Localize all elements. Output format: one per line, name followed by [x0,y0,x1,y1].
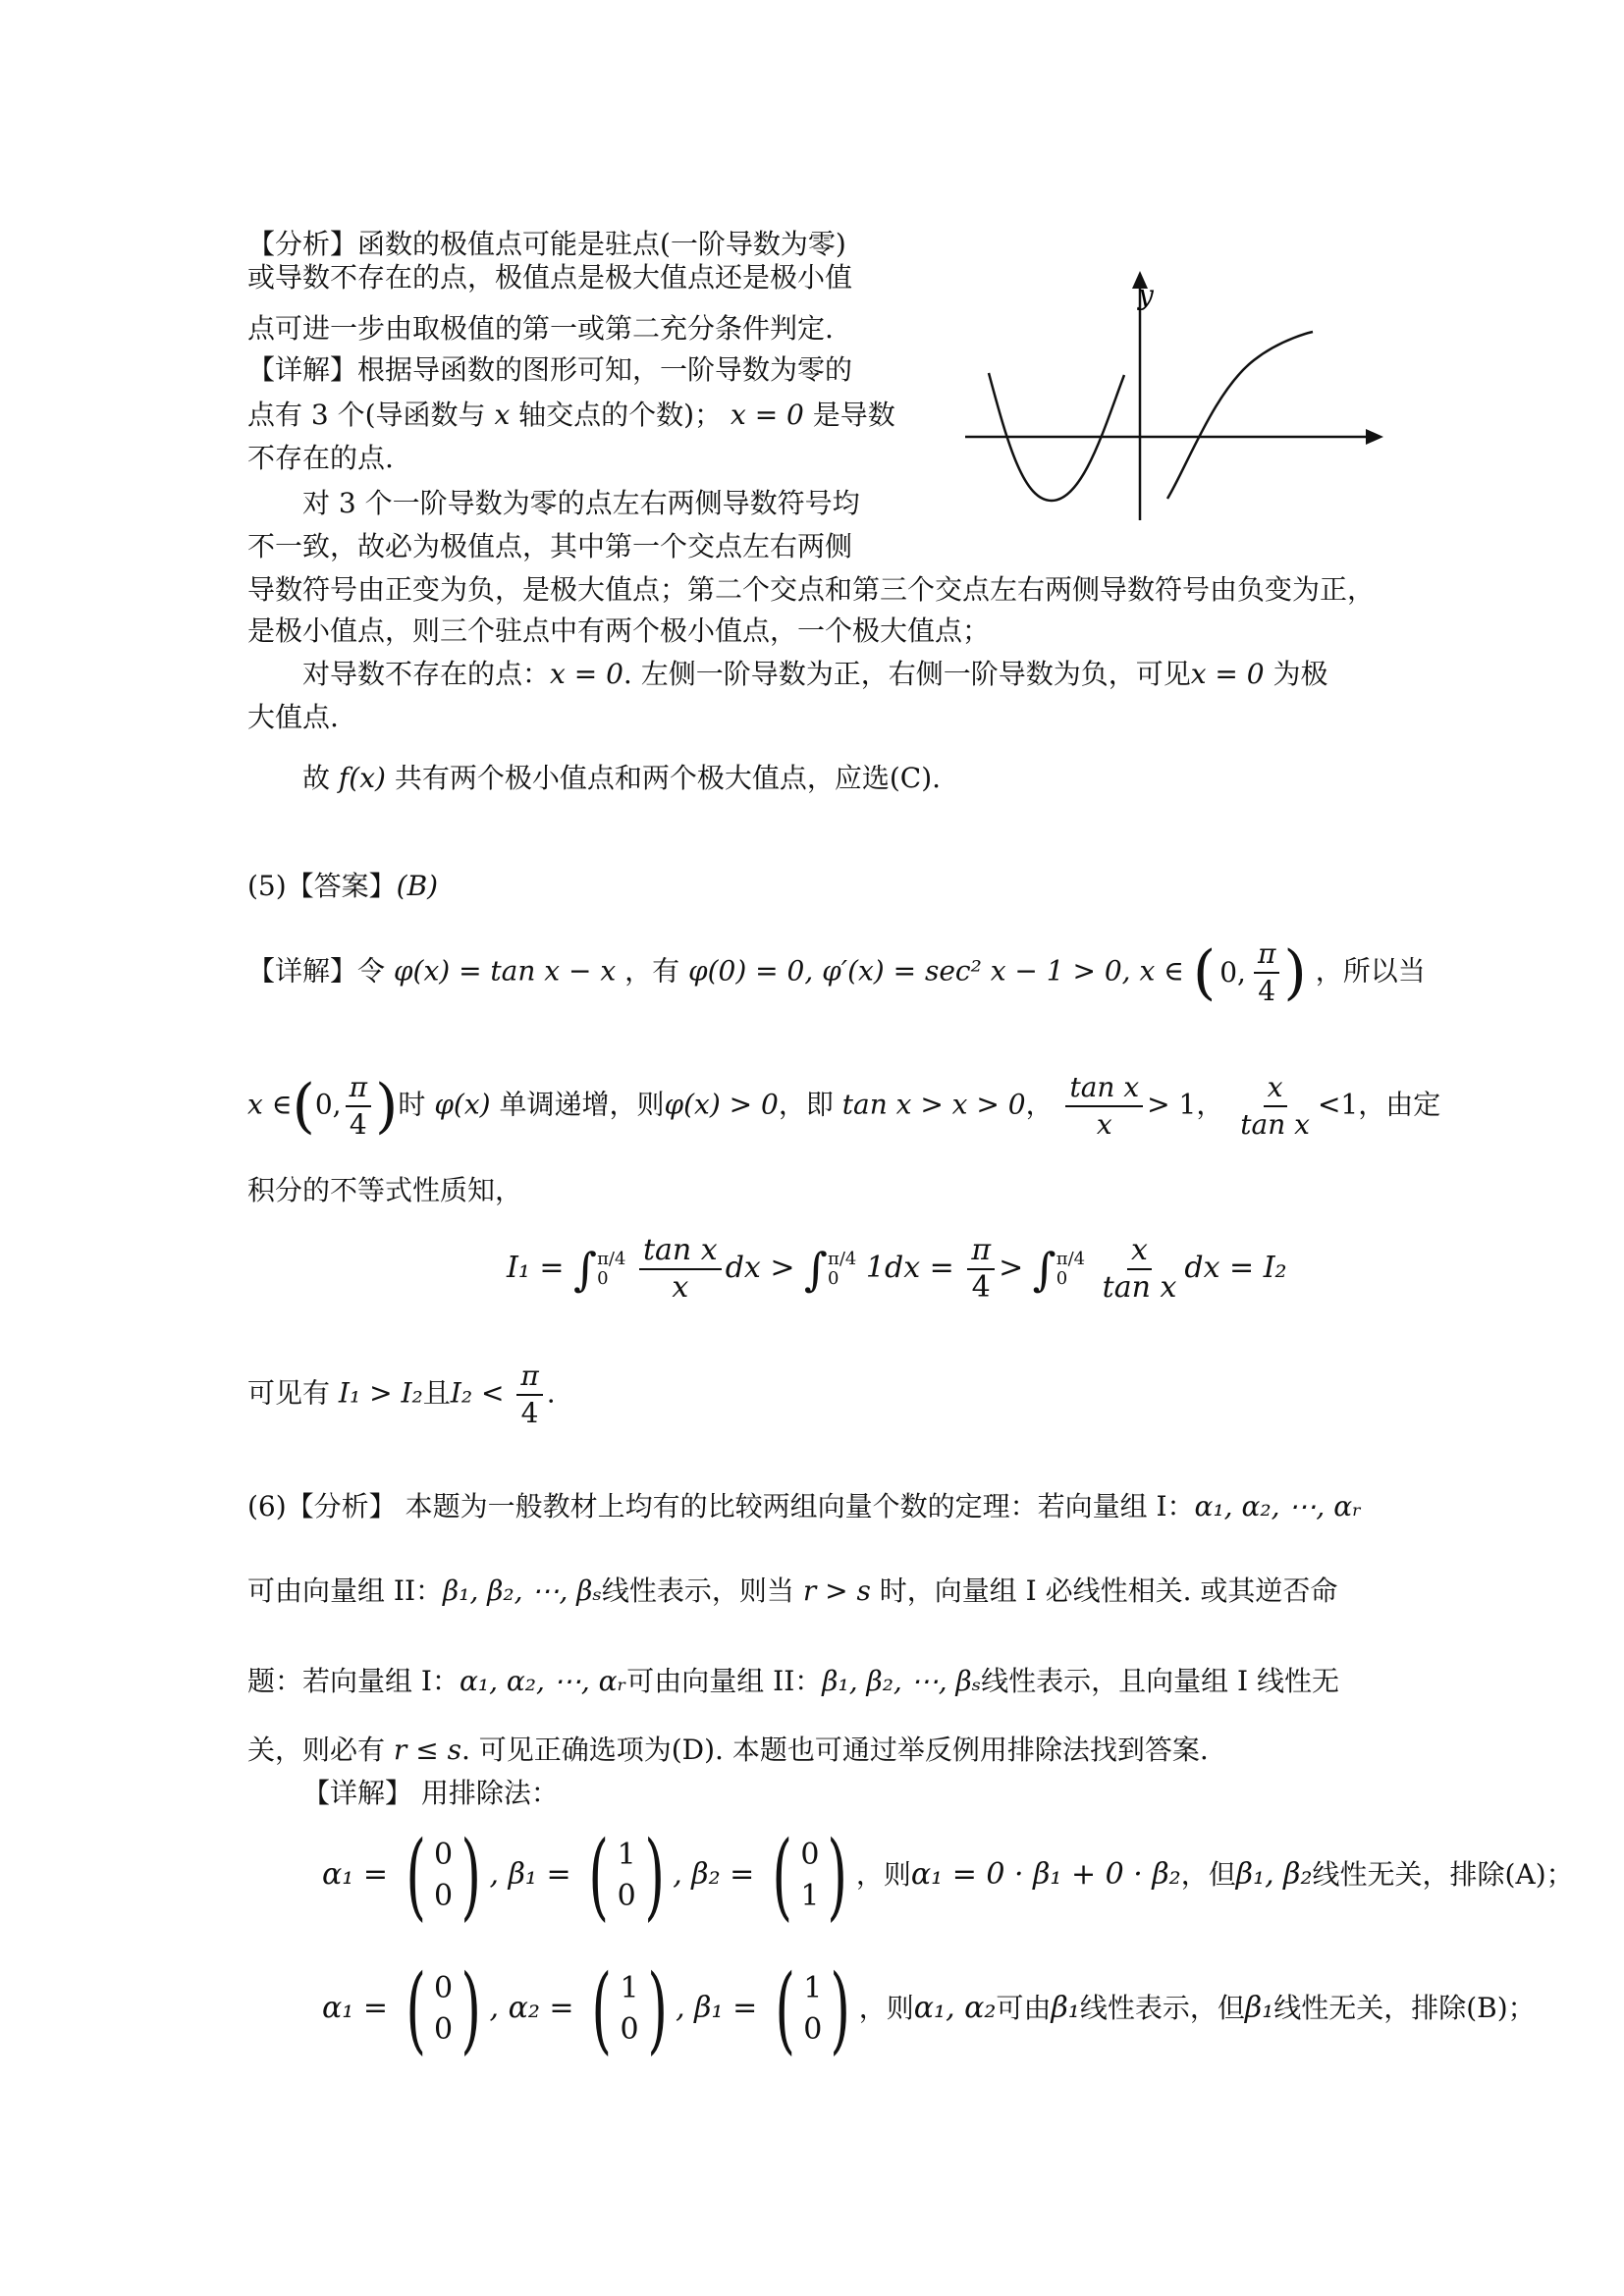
p5-detail-line-2: x ∈(0, $\frac{\pi}{4}$ )时 φ(x) 单调递增，则φ(x) > 0，即 tan x > x > 0， $\frac{\text{tan x}}{x}$ > 1， $\frac{x}{\text{tan x}}$ <1，由定 [247,1071,1441,1141]
answer-5: (5)【答案】(B) [247,870,439,902]
conclusion-line: 故 f(x) 共有两个极小值点和两个极大值点，应选(C). [302,762,942,794]
detail-line-6: 导数符号由正变为负，是极大值点；第二个交点和第三个交点左右两侧导数符号由负变为正， [247,573,1376,606]
detail-line-1: 【详解】根据导函数的图形可知，一阶导数为零的 [247,353,853,386]
p6-example-1: α₁ = ( 0 0 ) , β₁ = ( 1 0 ) , β₂ = ( 0 1 ) ，则α₁ = 0 · β₁ + 0 · β₂，但β₁, β₂线性无关，排除(A)； [322,1821,1574,1931]
p5-conclusion: 可见有 I₁ > I₂且I₂ < $\frac{\pi}{4}$ . [247,1360,556,1429]
detail-line-4: 对 3 个一阶导数为零的点左右两侧导数符号均 [302,487,860,519]
p6-analysis-line-2: 可由向量组 II：β₁, β₂, ⋯, βₛ线性表示，则当 r > s 时，向量组 I 必线性相关. 或其逆否命 [247,1575,1338,1607]
detail-line-8: 对导数不存在的点：x = 0. 左侧一阶导数为正，右侧一阶导数为负，可见x = 0 为极 [302,658,1328,690]
p5-detail-line-3: 积分的不等式性质知， [247,1174,523,1206]
detail-line-3: 不存在的点. [247,442,394,474]
derivative-graph [957,265,1394,530]
p5-detail-line-1: 【详解】令 φ(x) = tan x − x ，有 φ(0) = 0, φ′(x) = sec² x − 1 > 0, x ∈ ( 0, $\frac{\pi}{4}$ ) ，所以当 [247,937,1426,1007]
integral-chain: I₁ = ∫ π/4 0 $\frac{\text{tan x}}{x}$ dx > ∫ π/4 0 1dx = $\frac{\pi}{4}$ > ∫ π/4 0 $\frac{x}{\text{tan x}}$ dx = I₂ [507,1233,1287,1305]
detail-line-9: 大值点. [247,701,339,733]
detail-line-2: 点有 3 个(导函数与 x 轴交点的个数)； x = 0 是导数 [247,399,895,431]
p6-analysis-line-1: (6)【分析】 本题为一般教材上均有的比较两组向量个数的定理：若向量组 I：α₁, α₂, ⋯, αᵣ [247,1490,1362,1522]
analysis-line-3: 点可进一步由取极值的第一或第二充分条件判定. [247,312,834,345]
p6-example-2: α₁ = ( 0 0 ) , α₂ = ( 1 0 ) , β₁ = ( 1 0 ) ，则α₁, α₂可由β₁线性表示，但β₁线性无关，排除(B)； [322,1954,1536,2064]
p6-analysis-line-3: 题：若向量组 I：α₁, α₂, ⋯, αᵣ可由向量组 II：β₁, β₂, ⋯, βₛ线性表示，且向量组 I 线性无 [247,1665,1340,1697]
p6-analysis-line-4: 关，则必有 r ≤ s. 可见正确选项为(D). 本题也可通过举反例用排除法找到答案. [247,1734,1209,1766]
analysis-line-1: 【分析】函数的极值点可能是驻点(一阶导数为零) [247,228,846,260]
x-axis-arrow [1366,429,1383,445]
derivative-curve-right [1167,332,1313,499]
y-axis-label: y [1138,279,1154,311]
analysis-line-2: 或导数不存在的点，极值点是极大值点还是极小值 [247,261,853,294]
detail-line-7: 是极小值点，则三个驻点中有两个极小值点，一个极大值点； [247,614,991,647]
detail-line-5: 不一致，故必为极值点，其中第一个交点左右两侧 [247,530,853,562]
p6-detail-heading: 【详解】 用排除法： [302,1777,559,1809]
